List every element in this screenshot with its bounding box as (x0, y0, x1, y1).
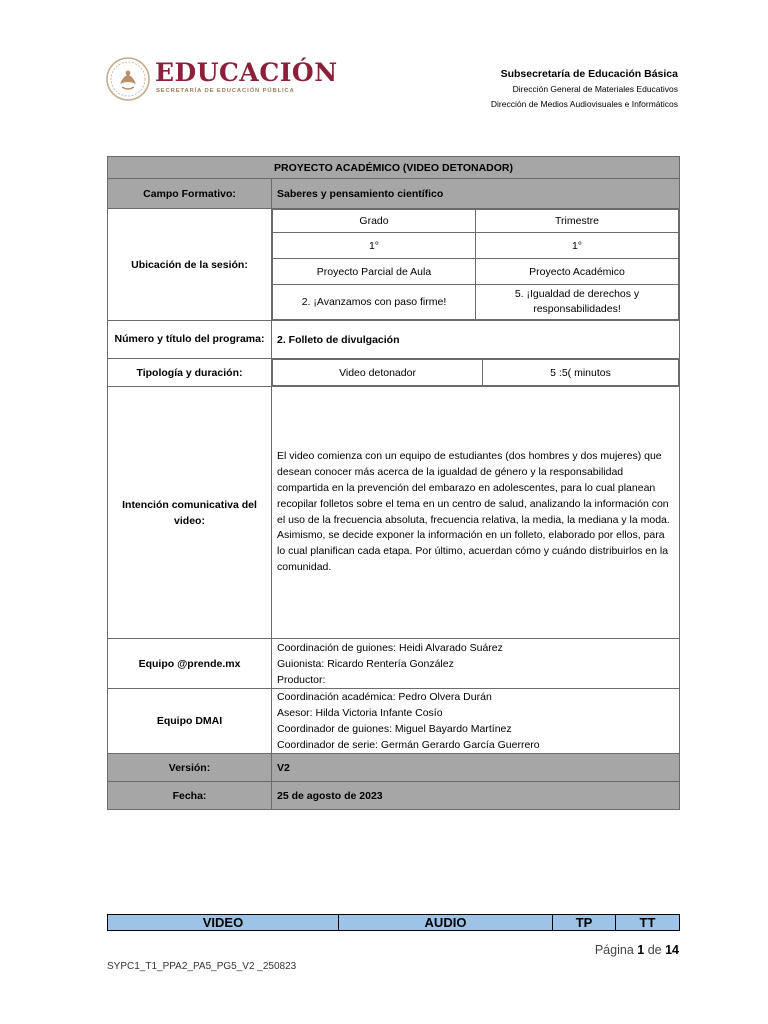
intencion-text: El video comienza con un equipo de estudiantes (dos hombres y dos mujeres) que desean conocer más acerca de la igualdad de género y la responsabilidad compartida en la prevención del embarazo en adolescentes, para lo cual planean recopilar folletos sobre el tema en un centro de salud, analizando la información con el uso de la frecuencia absoluta, frecuencia relativa, la media, la mediana y la moda. Asimismo, se decide exponer la información en un folleto, elaborado por ellos, para lo cual planifican cada etapa. Por último, acuerdan cómo y cuándo distribuirlos en la comunidad. (272, 387, 680, 639)
proyecto-parcial-label: Proyecto Parcial de Aula (273, 259, 476, 285)
proyecto-academico-value: 5. ¡Igualdad de derechos y responsabilidades! (476, 285, 679, 320)
tipologia-grid-cell (272, 359, 680, 387)
title-row (108, 157, 680, 179)
direccion-general-label: Dirección General de Materiales Educativos (512, 84, 678, 94)
fecha-row (108, 782, 680, 810)
equipo-prende-line: Productor: (277, 673, 326, 686)
numero-row (108, 321, 680, 359)
equipo-dmai-row (108, 689, 680, 754)
script-header-table (107, 914, 680, 931)
ubicacion-row (108, 209, 680, 321)
proyecto-academico-label: Proyecto Académico (476, 259, 679, 285)
ubicacion-label: Ubicación de la sesión: (108, 209, 272, 321)
equipo-prende-label: Equipo @prende.mx (108, 639, 272, 689)
sep-logo (105, 56, 338, 106)
version-label: Versión: (108, 754, 272, 782)
fecha-label: Fecha: (108, 782, 272, 810)
tipologia-label: Tipología y duración: (108, 359, 272, 387)
trimestre-value: 1° (476, 233, 679, 259)
duracion-value: 5 :5( minutos (483, 360, 679, 386)
equipo-dmai-line: Coordinador de serie: Germán Gerardo García Guerrero (277, 739, 540, 751)
equipo-prende-list (272, 639, 680, 689)
video-column-header: VIDEO (108, 915, 339, 931)
tipologia-row (108, 359, 680, 387)
table-title: PROYECTO ACADÉMICO (VIDEO DETONADOR) (108, 157, 680, 179)
audio-column-header: AUDIO (339, 915, 553, 931)
equipo-prende-row (108, 639, 680, 689)
tp-column-header: TP (553, 915, 616, 931)
equipo-dmai-line: Coordinador de guiones: Miguel Bayardo Martínez (277, 723, 512, 735)
trimestre-label: Trimestre (476, 210, 679, 233)
equipo-dmai-line: Coordinación académica: Pedro Olvera Durán (277, 691, 492, 703)
campo-value: Saberes y pensamiento científico (272, 179, 680, 209)
logo-title: EDUCACIÓN (155, 58, 338, 87)
equipo-dmai-line: Asesor: Hilda Victoria Infante Cosío (277, 707, 443, 719)
logo-subtitle: SECRETARÍA DE EDUCACIÓN PÚBLICA (156, 88, 295, 94)
page-total: 14 (665, 943, 679, 957)
page-prefix: Página (594, 943, 634, 957)
grado-label: Grado (273, 210, 476, 233)
project-table (107, 156, 680, 810)
intencion-label: Intención comunicativa del video: (108, 387, 272, 639)
version-value: V2 (272, 754, 680, 782)
document-code: SYPC1_T1_PPA2_PA5_PG5_V2 _250823 (107, 961, 297, 972)
numero-label: Número y título del programa: (108, 321, 272, 359)
version-row (108, 754, 680, 782)
tipologia-value: Video detonador (273, 360, 483, 386)
page-number (595, 943, 679, 957)
tt-column-header: TT (616, 915, 680, 931)
subsecretaria-label: Subsecretaría de Educación Básica (500, 68, 678, 80)
proyecto-parcial-value: 2. ¡Avanzamos con paso firme! (273, 285, 476, 320)
grado-value: 1° (273, 233, 476, 259)
campo-row (108, 179, 680, 209)
tipologia-grid (272, 359, 679, 386)
equipo-prende-line: Guionista: Ricardo Rentería González (277, 657, 454, 670)
direccion-medios-label: Dirección de Medios Audiovisuales e Informáticos (490, 99, 678, 109)
equipo-dmai-label: Equipo DMAI (108, 689, 272, 754)
ubicacion-grid-cell (272, 209, 680, 321)
equipo-dmai-list (272, 689, 680, 754)
page-current: 1 (637, 943, 645, 957)
page-of: de (647, 943, 662, 957)
institution-header (491, 67, 678, 112)
intencion-row (108, 387, 680, 639)
campo-label: Campo Formativo: (108, 179, 272, 209)
fecha-value: 25 de agosto de 2023 (272, 782, 680, 810)
ubicacion-grid (272, 209, 679, 320)
equipo-prende-line: Coordinación de guiones: Heidi Alvarado Suárez (277, 641, 503, 654)
numero-value: 2. Folleto de divulgación (272, 321, 680, 359)
mexico-coat-of-arms-icon (105, 56, 151, 102)
